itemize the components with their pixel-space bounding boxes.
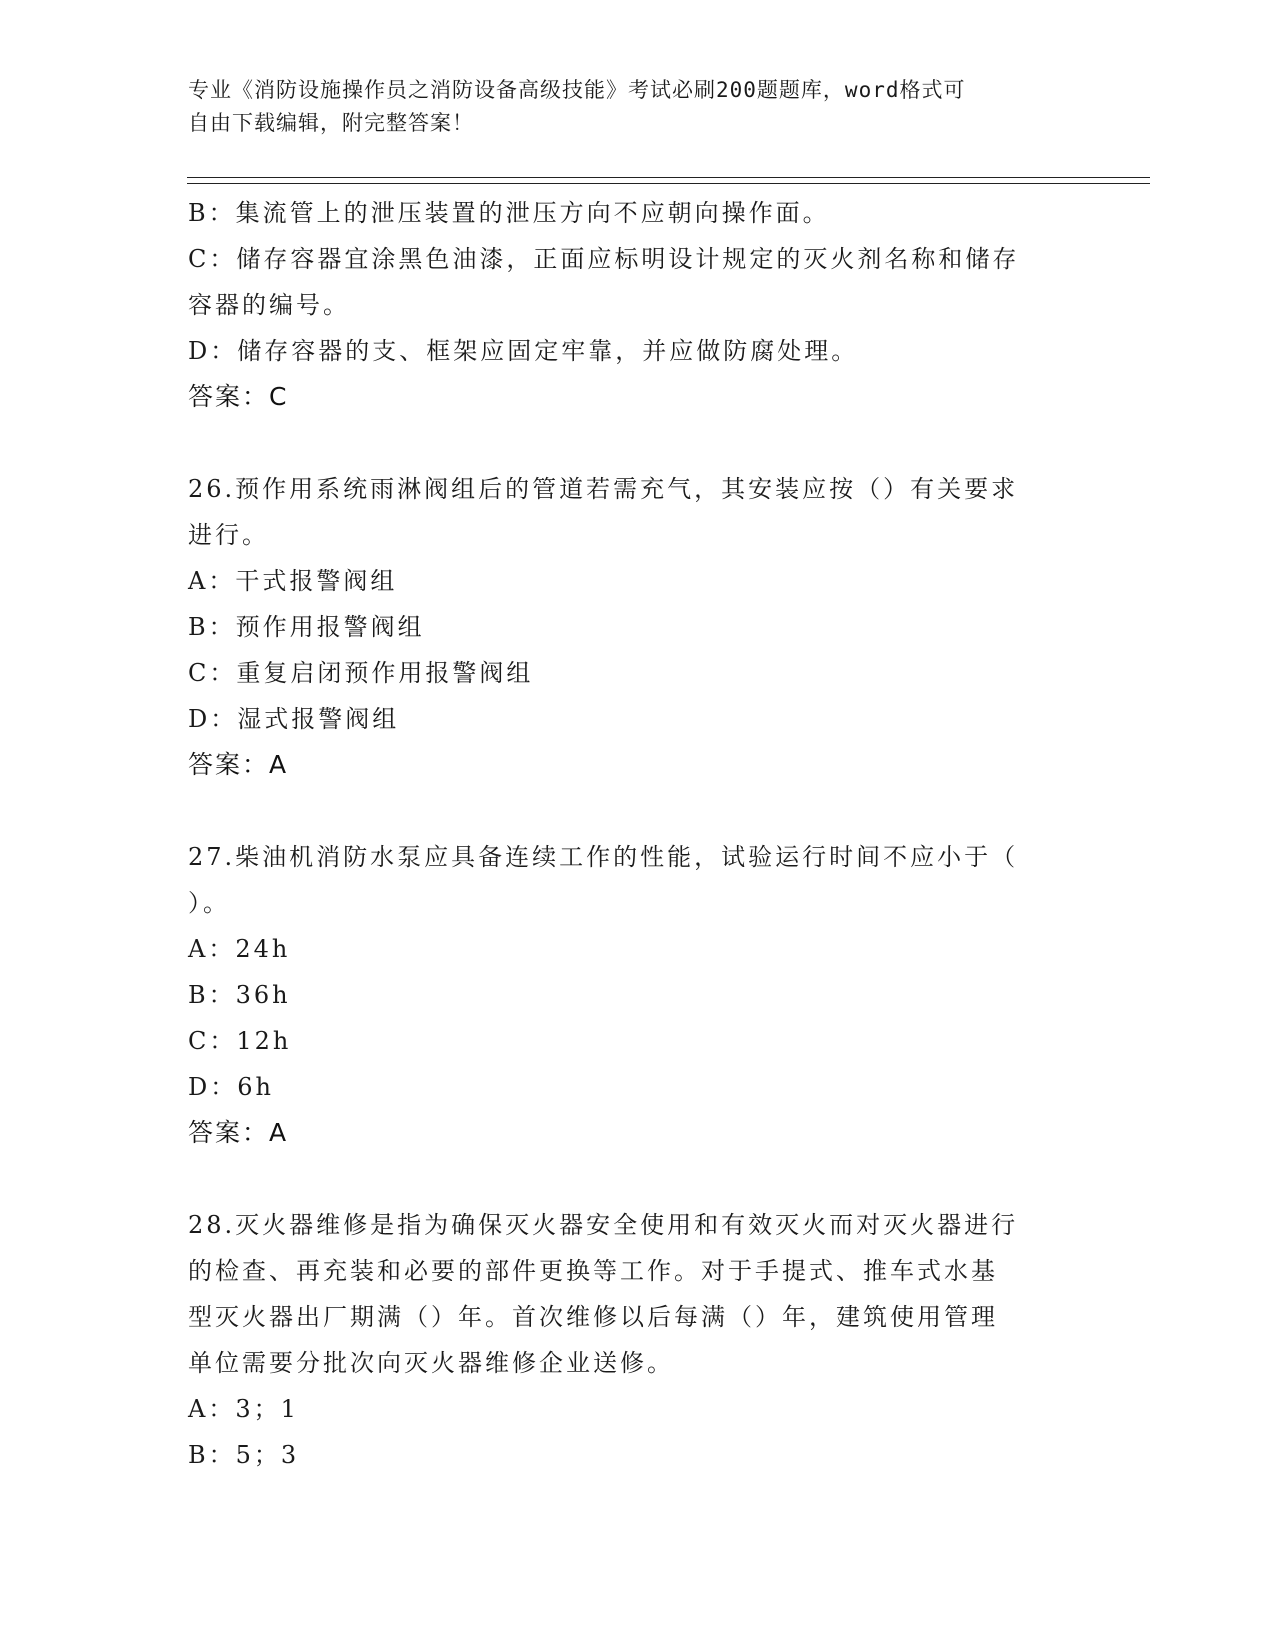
spacer [188, 420, 1088, 466]
header-line-2: 自由下载编辑，附完整答案！ [188, 111, 474, 135]
q25-option-d: D：储存容器的支、框架应固定牢靠，并应做防腐处理。 [188, 337, 859, 365]
q25-answer: 答案：C [188, 382, 289, 411]
q27-stem: 27.柴油机消防水泵应具备连续工作的性能，试验运行时间不应小于（ [188, 843, 1019, 871]
q26-stem: 26.预作用系统雨淋阀组后的管道若需充气，其安装应按（）有关要求 [188, 475, 1019, 503]
document-body [188, 190, 1088, 1478]
q28-stem-continued-3: 单位需要分批次向灭火器维修企业送修。 [188, 1349, 674, 1377]
q28-stem-continued-1: 的检查、再充装和必要的部件更换等工作。对于手提式、推车式水基 [188, 1257, 998, 1285]
q25-option-c-continued: 容器的编号。 [188, 291, 350, 319]
q25-option-c: C：储存容器宜涂黑色油漆，正面应标明设计规定的灭火剂名称和储存 [188, 245, 1020, 273]
q26-answer: 答案：A [188, 750, 289, 779]
document-header [188, 74, 1068, 140]
question-27-block [188, 834, 1088, 1156]
q28-stem-continued-2: 型灭火器出厂期满（）年。首次维修以后每满（）年，建筑使用管理 [188, 1303, 998, 1331]
q27-option-d: D：6h [188, 1073, 274, 1101]
header-line-1: 专业《消防设施操作员之消防设备高级技能》考试必刷200题题库，word格式可 [188, 78, 966, 102]
question-26-block [188, 466, 1088, 788]
q26-stem-continued: 进行。 [188, 521, 269, 549]
q27-answer: 答案：A [188, 1118, 289, 1147]
header-divider-bottom [187, 183, 1150, 184]
q26-option-b: B：预作用报警阀组 [188, 613, 425, 641]
q28-stem: 28.灭火器维修是指为确保灭火器安全使用和有效灭火而对灭火器进行 [188, 1211, 1019, 1239]
q26-option-c: C：重复启闭预作用报警阀组 [188, 659, 534, 687]
q27-stem-continued: ）。 [188, 889, 230, 917]
q26-option-d: D：湿式报警阀组 [188, 705, 400, 733]
q28-option-a: A：3；1 [188, 1395, 299, 1423]
q27-option-c: C：12h [188, 1027, 292, 1055]
spacer [188, 788, 1088, 834]
question-28-block [188, 1202, 1088, 1478]
q27-option-b: B：36h [188, 981, 291, 1009]
header-divider-top [187, 177, 1150, 178]
q25-option-b: B：集流管上的泄压装置的泄压方向不应朝向操作面。 [188, 199, 830, 227]
q26-option-a: A：干式报警阀组 [188, 567, 398, 595]
q27-option-a: A：24h [188, 935, 291, 963]
q28-option-b: B：5；3 [188, 1441, 300, 1469]
spacer [188, 1156, 1088, 1202]
question-25-block [188, 190, 1088, 420]
